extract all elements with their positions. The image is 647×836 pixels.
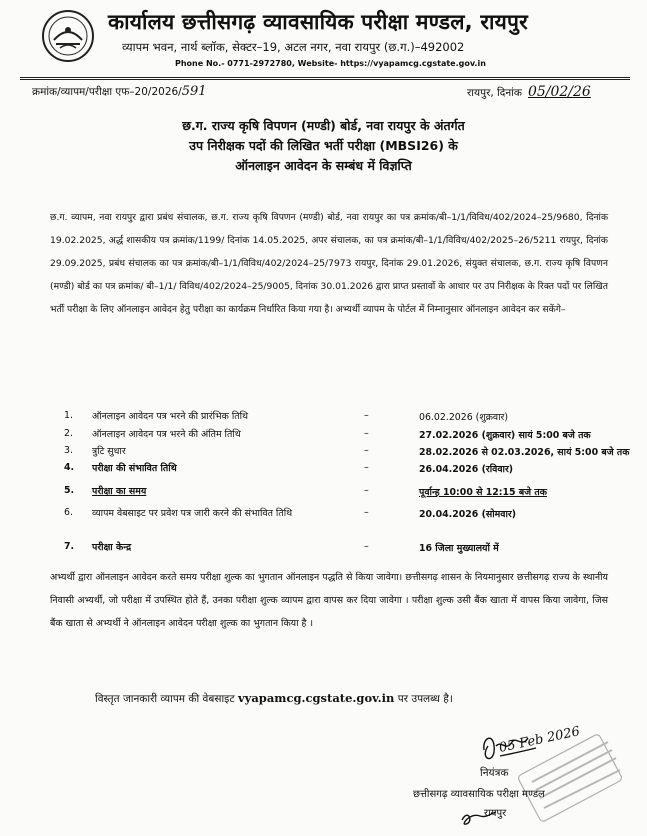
reference-prefix: क्रमांक/व्यापम/परीक्षा एफ–20/2026/ (32, 86, 182, 98)
notice-subject (60, 116, 587, 176)
vyapam-logo (40, 8, 96, 64)
signatory-organization: छत्तीसगढ़ व्यावसायिक परीक्षा मण्डल (413, 789, 545, 800)
schedule-label: परीक्षा का समय (92, 486, 147, 497)
schedule-number: 7. (64, 541, 75, 552)
schedule-value: 20.04.2026 (सोमवार) (419, 509, 516, 520)
schedule-value: 06.02.2026 (शुक्रवार) (419, 412, 509, 423)
schedule-value: पूर्वान्ह 10:00 से 12:15 बजे तक (419, 487, 547, 498)
date-handwritten: 05/02/26 (527, 84, 591, 100)
signature-stamp-area (440, 712, 630, 832)
schedule-label: ऑनलाइन आवेदन पत्र भरने की प्रारंभिक तिथि (92, 411, 249, 422)
schedule-dash: – (364, 410, 369, 421)
website-note-prefix: विस्तृत जानकारी व्यापम की वेबसाइट (95, 693, 235, 705)
schedule-number: 5. (64, 485, 75, 496)
schedule-dash: – (364, 507, 369, 518)
header-divider (20, 77, 630, 78)
reference-number (32, 84, 207, 99)
org-title: कार्यालय छत्तीसगढ़ व्यावसायिक परीक्षा मण्डल, रायपुर (108, 10, 528, 34)
schedule-label: परीक्षा केन्द्र (92, 542, 132, 553)
schedule-label: त्रुटि सुधार (92, 446, 126, 457)
reference-date (467, 84, 591, 100)
schedule-value: 26.04.2026 (रविवार) (419, 464, 514, 475)
reference-handwritten-number: 591 (181, 84, 207, 99)
schedule-dash: – (364, 485, 369, 496)
closing-paragraph: अभ्यर्थी द्वारा ऑनलाइन आवेदन करते समय परीक्षा शुल्क का भुगतान ऑनलाइन पद्धति से किया जावेगा। छत्तीसगढ़ शासन के नियमानुसार छत्तीसगढ़ राज्य के स्थानीय निवासी अभ्यर्थी, जो परीक्षा में उपस्थित होते हैं, उनका परीक्षा शुल्क व्यापम द्वारा वापस कर दिया जावेगा । परीक्षा शुल्क उसी बैंक खाता में वापस किया जावेगा, जिस बैंक खाता से अभ्यर्थी ने ऑनलाइन आवेदन परीक्षा शुल्क का भुगतान किया है । (50, 572, 608, 629)
org-address: व्यापम भवन, नार्थ ब्लॉक, सेक्टर–19, अटल नगर, नवा रायपुर (छ.ग.)–492002 (122, 40, 465, 54)
subject-line-1: छ.ग. राज्य कृषि विपणन (मण्डी) बोर्ड, नवा रायपुर के अंतर्गत (182, 118, 465, 133)
signatory-designation: नियंत्रक (480, 767, 509, 779)
schedule-number: 2. (64, 428, 73, 439)
date-label: रायपुर, दिनांक (467, 87, 522, 99)
schedule-value: 28.02.2026 से 02.03.2026, सायं 5:00 बजे तक (419, 447, 630, 458)
schedule-label: ऑनलाइन आवेदन पत्र भरने की अंतिम तिथि (92, 429, 241, 440)
header-divider-double (20, 79, 630, 80)
body-paragraph: छ.ग. व्यापम, नवा रायपुर द्वारा प्रबंध संचालक, छ.ग. राज्य कृषि विपणन (मण्डी) बोर्ड, नवा रायपुर का पत्र क्रमांक/बी–1/1/विविध/402/2024–25/9680, दिनांक 19.02.2025, अर्द्ध शासकीय पत्र क्रमांक/1199/ दिनांक 14.05.2025, अपर संचालक, का पत्र क्रमांक/बी–1/1/विविध/402/2025–26/5211 रायपुर, दिनांक 29.09.2025, प्रबंध संचालक का पत्र क्रमांक/बी–1/1/विविध/402/2024–25/7973 रायपुर, दिनांक 29.01.2026, संयुक्त संचालक, छ.ग. राज्य कृषि विपणन (मण्डी) बोर्ड का पत्र क्रमांक/ बी–1/1/ विविध/402/2024–25/9005, दिनांक 30.01.2026 द्वारा प्राप्त प्रस्तावों के आधार पर उप निरीक्षक के रिक्त पदों पर लिखित भर्ती परीक्षा के लिए ऑनलाइन आवेदन हेतु परीक्षा का कार्यक्रम निर्धारित किया गया है। अभ्यर्थी व्यापम के पोर्टल में निम्नानुसार ऑनलाइन आवेदन कर सकेंगे– (50, 212, 608, 315)
schedule-label: व्यापम वेबसाइट पर प्रवेश पत्र जारी करने की संभावित तिथि (92, 508, 293, 519)
website-url[interactable]: vyapamcg.cgstate.gov.in (237, 691, 395, 705)
schedule-label: परीक्षा की संभावित तिथि (92, 463, 177, 474)
signature-date: 05 Feb 2026 (497, 724, 582, 756)
org-contact: Phone No.- 0771-2972780, Website- https://vyapamcg.cgstate.gov.in (175, 59, 486, 68)
schedule-dash: – (364, 445, 369, 456)
website-note-suffix: पर उपलब्ध है। (397, 693, 453, 705)
subject-line-3: ऑनलाइन आवेदन के सम्बंध में विज्ञप्ति (235, 158, 412, 173)
schedule-value: 27.02.2026 (शुक्रवार) सायं 5:00 बजे तक (419, 430, 591, 441)
schedule-dash: – (364, 462, 369, 473)
schedule-dash: – (364, 428, 369, 439)
schedule-number: 6. (64, 507, 73, 518)
schedule-dash: – (364, 541, 369, 552)
subject-line-2: उप निरीक्षक पदों की लिखित भर्ती परीक्षा (MBSI26) के (189, 138, 458, 153)
schedule-value: 16 जिला मुख्यालयों में (419, 543, 499, 554)
signatory-city: रायपुर (484, 808, 507, 819)
website-note (95, 691, 453, 706)
schedule-number: 1. (64, 410, 73, 421)
schedule-number: 3. (64, 445, 73, 456)
schedule-number: 4. (64, 462, 75, 473)
